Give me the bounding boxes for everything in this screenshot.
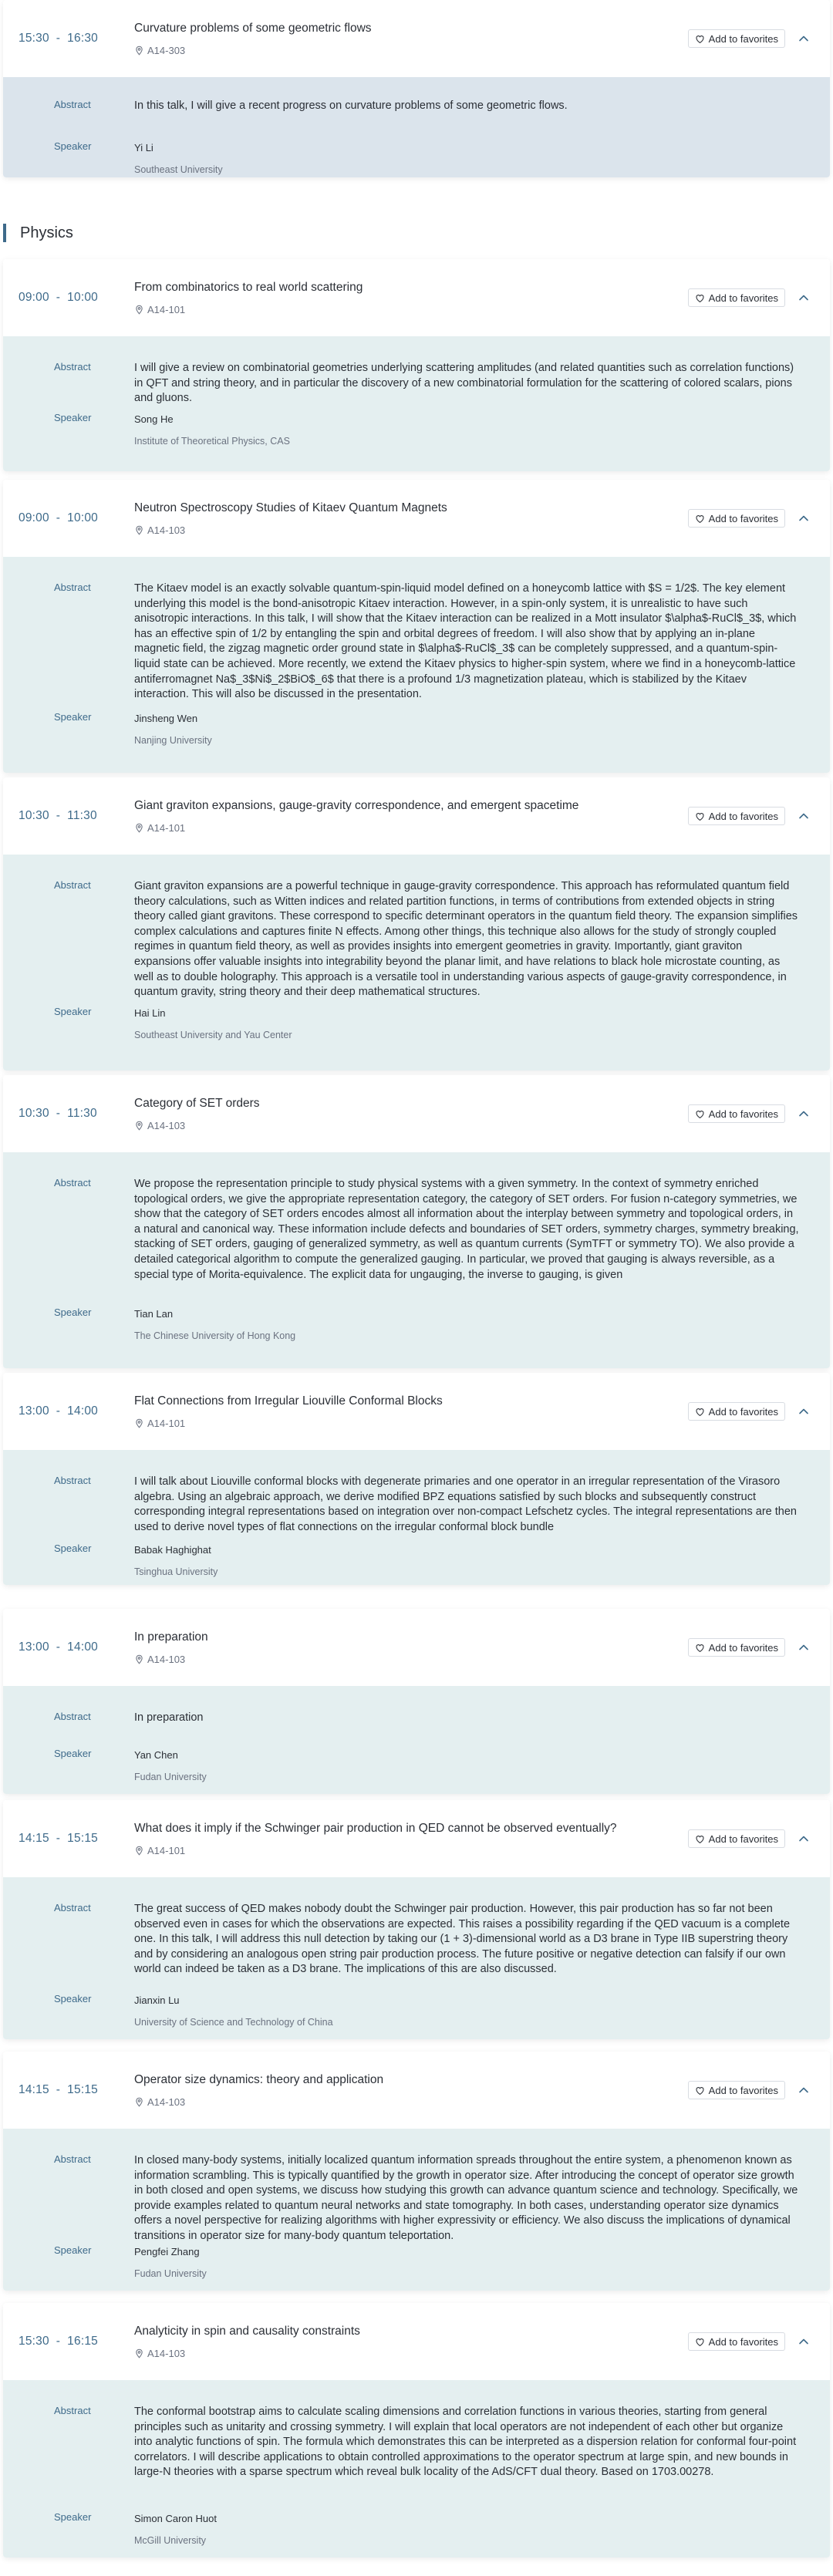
collapse-toggle[interactable]: [794, 2332, 813, 2351]
heart-icon: [695, 1643, 705, 1653]
speaker-info: [134, 412, 830, 449]
location-pin-icon: [134, 1121, 144, 1131]
heart-icon: [695, 293, 705, 303]
talk-title: Giant graviton expansions, gauge-gravity correspondence, and emergent spacetime: [134, 799, 579, 812]
chevron-up-icon: [798, 1405, 810, 1418]
room-label: A14-101: [147, 304, 186, 315]
talk-time: [19, 1075, 97, 1152]
heart-icon: [695, 34, 705, 44]
heart-icon: [695, 1834, 705, 1844]
room-label: A14-101: [147, 822, 186, 834]
add-to-favorites-label: Add to favorites: [708, 2084, 778, 2096]
talk-header[interactable]: [3, 259, 830, 336]
talk-card: [3, 2303, 830, 2557]
abstract-label: Abstract: [54, 1711, 91, 1722]
chevron-up-icon: [798, 512, 810, 524]
add-to-favorites-label: Add to favorites: [708, 32, 778, 45]
talk-room: [134, 1654, 185, 1665]
start-time: 10:30: [19, 1107, 49, 1120]
speaker-row: [3, 711, 830, 748]
add-to-favorites-button[interactable]: [688, 2081, 785, 2099]
talk-details: [3, 1877, 830, 2039]
speaker-affiliation: Fudan University: [134, 2267, 207, 2279]
speaker-info: [134, 1993, 830, 2030]
speaker-info: [134, 2511, 830, 2548]
heart-icon: [695, 2337, 705, 2347]
talk-header[interactable]: [3, 1800, 830, 1877]
speaker-row: [3, 2511, 830, 2548]
talk-room: [134, 1845, 185, 1856]
start-time: 15:30: [19, 32, 49, 45]
talk-header[interactable]: [3, 2052, 830, 2129]
start-time: 09:00: [19, 511, 49, 524]
speaker-name[interactable]: Babak Haghighat: [134, 1544, 211, 1556]
talk-title: Analyticity in spin and causality constraints: [134, 2325, 360, 2338]
talk-time: [19, 1800, 98, 1877]
collapse-toggle[interactable]: [794, 509, 813, 528]
collapse-toggle[interactable]: [794, 29, 813, 48]
talk-title: Flat Connections from Irregular Liouville Conformal Blocks: [134, 1394, 443, 1408]
speaker-row: [3, 412, 830, 449]
talk-time: [19, 1373, 98, 1450]
speaker-name[interactable]: Tian Lan: [134, 1308, 174, 1320]
speaker-affiliation: Southeast University: [134, 164, 223, 175]
speaker-row: [3, 1006, 830, 1043]
abstract-row: [3, 2153, 830, 2244]
speaker-row: [3, 1993, 830, 2030]
abstract-text: The Kitaev model is an exactly solvable quantum-spin-liquid model defined on a honeycomb lattice with $S = 1/2$. The key element underlying this model is the bond-anisotropic Kitaev interaction. However, in a spin-only system, it is unrealistic to have such anisotropic interactions. In this talk, I will show that the Kitaev interaction can be realized in a Mott insulator $\alpha$-RuCl$_3$, which has an effective spin of 1/2 by entangling the spin and orbital degrees of freedom. I will also show that by applying an in-plane magnetic field, the zigzag magnetic order ground state in $\alpha$-RuCl$_3$ can be completely suppressed, and a quantum-spin-liquid state can be achieved. More recently, we extend the Kitaev physics to higher-spin system, where we find in a honeycomb-lattice antiferromagnet Na$_3$Ni$_2$BiO$_6$ that there is a profound 1/3 magnetization plateau, which is stabilized by the Kitaev interaction. This will also be discussed in the presentation.: [134, 582, 797, 701]
talk-header[interactable]: [3, 1609, 830, 1686]
talk-card: [3, 1609, 830, 1794]
speaker-label: Speaker: [54, 140, 92, 152]
speaker-label: Speaker: [54, 711, 92, 723]
start-time: 14:15: [19, 1832, 49, 1845]
add-to-favorites-button[interactable]: [688, 1638, 785, 1657]
location-pin-icon: [134, 305, 144, 315]
start-time: 14:15: [19, 2083, 49, 2096]
speaker-affiliation: Fudan University: [134, 1771, 207, 1782]
talk-card: [3, 0, 830, 177]
time-separator: -: [56, 1832, 61, 1845]
section-title-physics: Physics: [3, 224, 73, 242]
abstract-text: In this talk, I will give a recent progress on curvature problems of some geometric flows.: [134, 99, 568, 112]
speaker-label: Speaker: [54, 1543, 92, 1554]
talk-details: [3, 77, 830, 177]
room-label: A14-101: [147, 1845, 186, 1856]
abstract-text: I will talk about Liouville conformal blocks with degenerate primaries and one operator in an irregular representation of the Virasoro algebra. Using an algebraic approach, we derive modified BPZ equations satisfied by such blocks and subsequently construct corresponding integral representations based on integration over non-compact Lefschetz cycles. The integral representations are then used to derive novel types of flat connections on the irregular conformal block bundle: [134, 1475, 797, 1533]
add-to-favorites-button[interactable]: [688, 1104, 785, 1123]
talk-room: [134, 1120, 185, 1131]
room-label: A14-103: [147, 2348, 186, 2359]
add-to-favorites-button[interactable]: [688, 1829, 785, 1848]
location-pin-icon: [134, 1418, 144, 1428]
abstract-label: Abstract: [54, 2405, 91, 2416]
talk-header[interactable]: [3, 1373, 830, 1450]
chevron-up-icon: [798, 1108, 810, 1120]
abstract-row: [3, 582, 830, 703]
time-separator: -: [56, 511, 61, 524]
time-separator: -: [56, 2335, 61, 2348]
location-pin-icon: [134, 1846, 144, 1856]
talk-card: [3, 2052, 830, 2291]
add-to-favorites-label: Add to favorites: [708, 1641, 778, 1654]
talk-room: [134, 45, 185, 56]
talk-time: [19, 2303, 98, 2380]
speaker-info: [134, 2244, 830, 2281]
talk-room: [134, 2348, 185, 2359]
collapse-toggle[interactable]: [794, 288, 813, 307]
location-pin-icon: [134, 46, 144, 56]
chevron-up-icon: [798, 2335, 810, 2348]
time-separator: -: [56, 809, 61, 822]
talk-title: Neutron Spectroscopy Studies of Kitaev Quantum Magnets: [134, 501, 447, 514]
location-pin-icon: [134, 2097, 144, 2107]
speaker-affiliation: Nanjing University: [134, 734, 212, 746]
end-time: 11:30: [67, 809, 97, 822]
speaker-info: [134, 711, 830, 748]
abstract-label: Abstract: [54, 2153, 91, 2165]
room-label: A14-303: [147, 45, 186, 56]
talk-room: [134, 2096, 185, 2108]
end-time: 14:00: [67, 1404, 98, 1418]
time-separator: -: [56, 32, 61, 45]
talk-header[interactable]: [3, 1075, 830, 1152]
start-time: 09:00: [19, 291, 49, 304]
location-pin-icon: [134, 525, 144, 535]
chevron-up-icon: [798, 292, 810, 304]
speaker-info: [134, 1307, 830, 1344]
talk-room: [134, 304, 185, 315]
speaker-row: [3, 2244, 830, 2281]
start-time: 13:00: [19, 1640, 49, 1654]
speaker-name[interactable]: Hai Lin: [134, 1007, 166, 1019]
abstract-label: Abstract: [54, 582, 91, 593]
end-time: 15:15: [67, 2083, 98, 2096]
collapse-toggle[interactable]: [794, 807, 813, 825]
talk-header[interactable]: [3, 0, 830, 77]
room-label: A14-103: [147, 524, 186, 536]
add-to-favorites-label: Add to favorites: [708, 1833, 778, 1845]
talk-card: [3, 259, 830, 471]
end-time: 15:15: [67, 1832, 98, 1845]
abstract-label: Abstract: [54, 1177, 91, 1189]
end-time: 11:30: [67, 1107, 97, 1120]
talk-title: Operator size dynamics: theory and application: [134, 2073, 384, 2086]
talk-details: [3, 2129, 830, 2291]
end-time: 14:00: [67, 1640, 98, 1654]
heart-icon: [695, 1109, 705, 1119]
talk-title: From combinatorics to real world scattering: [134, 281, 363, 294]
talk-card: [3, 1800, 830, 2039]
collapse-toggle[interactable]: [794, 1104, 813, 1123]
speaker-label: Speaker: [54, 2511, 92, 2523]
add-to-favorites-button[interactable]: [688, 1402, 785, 1421]
talk-room: [134, 524, 185, 536]
collapse-toggle[interactable]: [794, 1402, 813, 1421]
add-to-favorites-button[interactable]: [688, 509, 785, 528]
talk-room: [134, 822, 185, 834]
chevron-up-icon: [798, 32, 810, 45]
start-time: 13:00: [19, 1404, 49, 1418]
speaker-affiliation: Institute of Theoretical Physics, CAS: [134, 435, 290, 447]
abstract-text: The conformal bootstrap aims to calculate scaling dimensions and correlation functions in various theories, starting from general principles such as unitarity and crossing symmetry. I will explain that local operators are not independent of each other but organize into analytic functions of spin. The formula which demonstrates this can be interpreted as a dispersion relation for conformal four-point correlators. I will describe applications to obtain controlled approximations to the operator spectrum at large spin, and new bounds in large-N theories with a sparse spectrum which reveal bulk locality of the AdS/CFT dual theory. Based on 1703.00278.: [134, 2406, 797, 2479]
abstract-row: [3, 1711, 830, 1726]
talk-details: [3, 1152, 830, 1368]
location-pin-icon: [134, 2348, 144, 2359]
heart-icon: [695, 1407, 705, 1417]
talk-time: [19, 0, 98, 77]
add-to-favorites-label: Add to favorites: [708, 512, 778, 524]
end-time: 10:00: [67, 511, 98, 524]
speaker-info: [134, 140, 830, 177]
speaker-row: [3, 140, 830, 177]
chevron-up-icon: [798, 810, 810, 822]
speaker-label: Speaker: [54, 1307, 92, 1318]
speaker-label: Speaker: [54, 2244, 92, 2256]
time-separator: -: [56, 291, 61, 304]
abstract-label: Abstract: [54, 1475, 91, 1486]
time-separator: -: [56, 1404, 61, 1418]
abstract-text: I will give a review on combinatorial geometries underlying scattering amplitudes (and related quantities such as correlation functions) in QFT and string theory, and in particular the discovery of a new combinatorial formulation for the scattering of colored scalars, pions and gluons.: [134, 362, 794, 405]
start-time: 15:30: [19, 2335, 49, 2348]
time-separator: -: [56, 2083, 61, 2096]
talk-title: Curvature problems of some geometric flows: [134, 22, 372, 35]
add-to-favorites-label: Add to favorites: [708, 1108, 778, 1120]
abstract-row: [3, 2405, 830, 2480]
end-time: 16:15: [67, 2335, 98, 2348]
collapse-toggle[interactable]: [794, 1638, 813, 1657]
add-to-favorites-label: Add to favorites: [708, 1405, 778, 1418]
speaker-affiliation: The Chinese University of Hong Kong: [134, 1330, 296, 1341]
speaker-row: [3, 1307, 830, 1344]
room-label: A14-103: [147, 1654, 186, 1665]
chevron-up-icon: [798, 1641, 810, 1654]
collapse-toggle[interactable]: [794, 1829, 813, 1848]
speaker-info: [134, 1006, 830, 1043]
talk-details: [3, 855, 830, 1071]
abstract-row: [3, 1902, 830, 1978]
end-time: 10:00: [67, 291, 98, 304]
talk-card: [3, 777, 830, 1071]
location-pin-icon: [134, 1654, 144, 1664]
room-label: A14-103: [147, 2096, 186, 2108]
speaker-affiliation: Tsinghua University: [134, 1566, 218, 1577]
abstract-row: [3, 99, 830, 114]
speaker-label: Speaker: [54, 1993, 92, 2004]
abstract-label: Abstract: [54, 361, 91, 373]
speaker-name[interactable]: Yan Chen: [134, 1749, 178, 1761]
abstract-text: The great success of QED makes nobody doubt the Schwinger pair production. However, this pair production has so far not been observed even in cases for which the observations are expected. This raises a possibility regarding if the QED vacuum is a complete one. In this talk, I will address this null detection by taking our (1 + 3)-dimensional world as a D3 brane in Type IIB superstring theory and by considering an analogous open string pair production process. The future positive or negative detection can falsify if our own world can indeed be taken as a D3 brane. The implications of this are also discussed.: [134, 1903, 791, 1976]
time-separator: -: [56, 1640, 61, 1654]
abstract-text: In closed many-body systems, initially localized quantum information spreads throughout the entire system, a phenomenon known as information scrambling. This is typically quantified by the growth in operator size. After introducing the concept of operator size growth in both closed and open systems, we discuss how studying this growth can advance quantum science and technology. Specifically, we provide examples related to quantum neural networks and state tomography. In both cases, understanding operator size dynamics offers a novel perspective for realizing algorithms with higher expressivity or efficiency. We also discuss the implications of dynamical transitions in operator size for many-body quantum teleportation.: [134, 2154, 798, 2242]
speaker-info: [134, 1543, 830, 1580]
talk-header[interactable]: [3, 777, 830, 855]
talk-details: [3, 1686, 830, 1794]
abstract-text: We propose the representation principle to study physical systems with a given symmetry. In the context of symmetry enriched topological orders, we give the appropriate representation category, the category of SET orders. For fusion n-category symmetries, we show that the category of SET orders encodes almost all information about the interplay between symmetry and topological orders, in a natural and canonical way. These information include defects and boundaries of SET orders, symmetry charges, symmetry breaking, stacking of SET orders, gauging of generalized symmetry, as well as quantum currents (SymTFT or symmetry TO). We also provide a detailed categorical algorithm to compute the generalized gauging. In particular, we proved that gauging is always reversible, as a special type of Morita-equivalence. The explicit data for ungauging, the inverse to gauging, is given: [134, 1178, 799, 1281]
add-to-favorites-button[interactable]: [688, 2332, 785, 2351]
speaker-label: Speaker: [54, 1006, 92, 1017]
room-label: A14-103: [147, 1120, 186, 1131]
abstract-row: [3, 1475, 830, 1535]
speaker-name[interactable]: Simon Caron Huot: [134, 2513, 217, 2524]
speaker-name[interactable]: Pengfei Zhang: [134, 2246, 200, 2257]
talk-details: [3, 336, 830, 471]
speaker-affiliation: McGill University: [134, 2534, 207, 2546]
abstract-text: In preparation: [134, 1711, 204, 1724]
add-to-favorites-button[interactable]: [688, 288, 785, 307]
heart-icon: [695, 2085, 705, 2096]
room-label: A14-101: [147, 1418, 186, 1429]
speaker-name[interactable]: Jinsheng Wen: [134, 713, 198, 724]
talk-time: [19, 259, 98, 336]
talk-header[interactable]: [3, 2303, 830, 2380]
location-pin-icon: [134, 823, 144, 833]
speaker-name[interactable]: Song He: [134, 413, 174, 425]
abstract-row: [3, 361, 830, 406]
add-to-favorites-button[interactable]: [688, 807, 785, 825]
talk-time: [19, 2052, 98, 2129]
talk-title: Category of SET orders: [134, 1097, 260, 1110]
talk-time: [19, 1609, 98, 1686]
talk-card: [3, 480, 830, 773]
talk-details: [3, 1450, 830, 1585]
heart-icon: [695, 514, 705, 524]
speaker-row: [3, 1748, 830, 1785]
talk-title: What does it imply if the Schwinger pair production in QED cannot be observed eventually?: [134, 1822, 617, 1835]
start-time: 10:30: [19, 809, 49, 822]
talk-time: [19, 480, 98, 557]
add-to-favorites-label: Add to favorites: [708, 810, 778, 822]
time-separator: -: [56, 1107, 61, 1120]
speaker-info: [134, 1748, 830, 1785]
talk-details: [3, 557, 830, 773]
chevron-up-icon: [798, 2084, 810, 2096]
speaker-row: [3, 1543, 830, 1580]
speaker-name[interactable]: Jianxin Lu: [134, 1994, 180, 2006]
add-to-favorites-label: Add to favorites: [708, 2335, 778, 2348]
speaker-affiliation: Southeast University and Yau Center: [134, 1029, 292, 1040]
abstract-label: Abstract: [54, 879, 91, 891]
talk-time: [19, 777, 97, 855]
collapse-toggle[interactable]: [794, 2081, 813, 2099]
abstract-label: Abstract: [54, 1902, 91, 1913]
abstract-label: Abstract: [54, 99, 91, 110]
talk-room: [134, 1418, 185, 1429]
speaker-label: Speaker: [54, 412, 92, 423]
talk-details: [3, 2380, 830, 2557]
talk-header[interactable]: [3, 480, 830, 557]
add-to-favorites-button[interactable]: [688, 29, 785, 48]
abstract-row: [3, 879, 830, 1000]
end-time: 16:30: [67, 32, 98, 45]
abstract-row: [3, 1177, 830, 1283]
talk-card: [3, 1373, 830, 1585]
talk-title: In preparation: [134, 1630, 208, 1644]
chevron-up-icon: [798, 1833, 810, 1845]
speaker-label: Speaker: [54, 1748, 92, 1759]
add-to-favorites-label: Add to favorites: [708, 292, 778, 304]
talk-card: [3, 1075, 830, 1368]
abstract-text: Giant graviton expansions are a powerful technique in gauge-gravity correspondence. This approach has reformulated quantum field theory calculations, such as Witten indices and related partition functions, in terms of contributions from extended objects in string theory called giant gravitons. These correspond to specific determinant operators in the quantum field theory. The expansion simplifies complex calculations and captures finite N effects. Among other things, this technique also allows for the study of strongly coupled regimes in quantum field theory, as well as provides insights into emergent geometries in gravity. Importantly, giant graviton expansions offer valuable insights into integrability beyond the planar limit, and have relations to black hole microstate counting, as well as to double holography. This approach is a versatile tool in understanding various aspects of gauge-gravity correspondence, in quantum gravity, string theory and their deep mathematical structures.: [134, 880, 798, 999]
speaker-name[interactable]: Yi Li: [134, 142, 153, 153]
speaker-affiliation: University of Science and Technology of China: [134, 2016, 333, 2028]
heart-icon: [695, 811, 705, 821]
